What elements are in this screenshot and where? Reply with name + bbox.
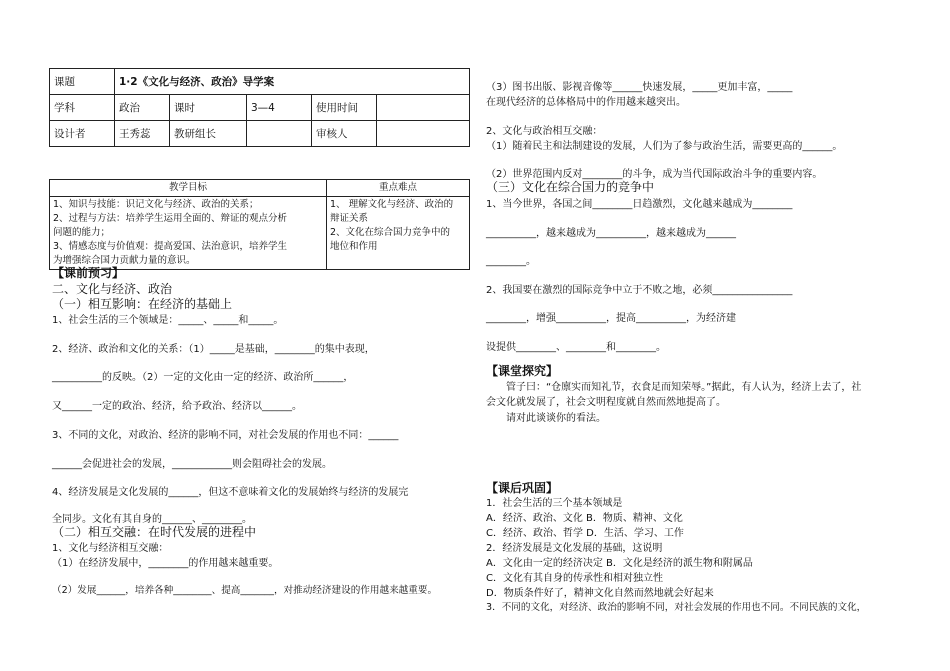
right-3a: 1、当今世界，各国之间________日趋激烈，文化越来越成为________ xyxy=(486,199,793,210)
goals-header: 教学目标 xyxy=(50,180,327,197)
reviewer-value xyxy=(377,121,470,147)
time-value xyxy=(377,95,470,121)
keypoint-line: 辩证关系 xyxy=(330,213,369,224)
inquiry-title: 【课堂探究】 xyxy=(486,364,559,378)
exercise-2-d: D．物质条件好了，精神文化自然而然地就会好起来 xyxy=(486,588,714,599)
question-4a: 4、经济发展是文化发展的______，但这不意味着文化的发展始终与经济的发展完 xyxy=(52,487,409,498)
exercise-2: 2．经济发展是文化发展的基础，这说明 xyxy=(486,543,663,554)
leader-value xyxy=(247,121,312,147)
right-4c: 设提供________、________和________。 xyxy=(486,342,666,353)
inquiry-para-1: 管子曰：“仓廪实而知礼节，衣食足而知荣辱。”据此，有人认为，经济上去了，社 xyxy=(506,382,862,393)
question-1: 1、社会生活的三个领域是：_____、_____和_____。 xyxy=(52,315,284,326)
right-2a: （1）随着民主和法制建设的发展，人们为了参与政治生活，需要更高的______。 xyxy=(486,141,843,152)
subsection1-title: （一）相互影响：在经济的基础上 xyxy=(52,297,233,311)
goal-line: 3、情感态度与价值观：提高爱国、法治意识，培养学生 xyxy=(53,241,288,252)
goal-line: 为增强综合国力贡献力量的意识。 xyxy=(53,255,196,266)
subsection2-title: （二）相互交融：在时代发展的进程中 xyxy=(52,525,257,539)
keypoints-cell xyxy=(327,197,470,270)
right-1a: （3）图书出版、影视音像等______快速发展，_____更加丰富，_____ xyxy=(486,82,793,93)
section2-title: 二、文化与经济、政治 xyxy=(52,282,173,296)
exercise-1-ab: A．经济、政治、文化 B．物质、精神、文化 xyxy=(486,513,683,524)
question-2b: __________的反映。（2）一定的文化由一定的经济、政治所______， xyxy=(52,372,354,383)
right-2b: （2）世界范围内反对________的斗争，成为当代国际政治斗争的重要内容。 xyxy=(486,169,823,180)
right-4a: 2、我国要在激烈的国际竞争中立于不败之地，必须________________ xyxy=(486,285,793,296)
keypoints-header: 重点难点 xyxy=(327,180,470,197)
designer-value: 王秀蕊 xyxy=(115,121,170,147)
topic-value: 1·2《文化与经济、政治》导学案 xyxy=(115,69,470,95)
inquiry-para-2: 会文化就发展了，社会文明程度就自然而然地提高了。 xyxy=(486,397,726,408)
subsection3-title: （三）文化在综合国力的竞争中 xyxy=(486,180,655,194)
question-3b: ______会促进社会的发展，____________则会阻碍社会的发展。 xyxy=(52,459,332,470)
designer-label: 设计者 xyxy=(50,121,115,147)
goal-line: 1、知识与技能：识记文化与经济、政治的关系； xyxy=(53,199,259,210)
exercise-1-cd: C．经济、政治、哲学 D．生活、学习、工作 xyxy=(486,528,684,539)
exercise-3: 3．不同的文化，对经济、政治的影响不同，对社会发展的作用也不同。不同民族的文化， xyxy=(486,602,867,613)
question-5b: （2）发展______，培养各种________、提高_______，对推动经济建设的作用越来越重要。 xyxy=(52,585,438,596)
question-5: 1、文化与经济相互交融： xyxy=(52,543,169,554)
question-3a: 3、不同的文化，对政治、经济的影响不同，对社会发展的作用也不同：______ xyxy=(52,430,399,441)
subject-value: 政治 xyxy=(115,95,170,121)
question-2a: 2、经济、政治和文化的关系：（1）_____是基础，________的集中表现， xyxy=(52,344,375,355)
exercise-1: 1．社会生活的三个基本领域是 xyxy=(486,498,623,509)
goals-cell xyxy=(50,197,327,270)
review-title: 【课后巩固】 xyxy=(486,481,559,495)
right-3b: __________，越来越成为__________，越来越成为______ xyxy=(486,228,736,239)
right-2: 2、文化与政治相互交融： xyxy=(486,126,603,137)
goal-line: 问题的能力； xyxy=(53,227,111,238)
hours-label: 课时 xyxy=(170,95,247,121)
exercise-2-ab: A．文化由一定的经济决定 B．文化是经济的派生物和附属品 xyxy=(486,558,753,569)
leader-label: 教研组长 xyxy=(170,121,247,147)
hours-value: 3—4 xyxy=(247,95,312,121)
reviewer-label: 审核人 xyxy=(312,121,377,147)
subject-label: 学科 xyxy=(50,95,115,121)
keypoint-line: 地位和作用 xyxy=(330,241,378,252)
goal-line: 2、过程与方法：培养学生运用全面的、辩证的观点分析 xyxy=(53,213,288,224)
keypoint-line: 1、 理解文化与经济、政治的 xyxy=(330,199,454,210)
time-label: 使用时间 xyxy=(312,95,377,121)
exercise-2-c: C．文化有其自身的传承性和相对独立性 xyxy=(486,573,663,584)
goals-table xyxy=(49,179,470,270)
inquiry-para-3: 请对此谈谈你的看法。 xyxy=(506,413,606,424)
topic-label: 课题 xyxy=(50,69,115,95)
right-3c: ________。 xyxy=(486,256,536,267)
header-table xyxy=(49,68,470,147)
keypoint-line: 2、文化在综合国力竞争中的 xyxy=(330,227,451,238)
preview-title: 【课前预习】 xyxy=(52,266,125,280)
question-2c: 又______一定的政治、经济，给予政治、经济以______。 xyxy=(52,401,302,412)
question-4b: 全同步。文化有其自身的______、________。 xyxy=(52,514,252,525)
question-5a: （1）在经济发展中，________的作用越来越重要。 xyxy=(52,558,279,569)
right-1b: 在现代经济的总体格局中的作用越来越突出。 xyxy=(486,97,686,108)
right-4b: ________，增强__________，提高__________，为经济建 xyxy=(486,313,736,324)
